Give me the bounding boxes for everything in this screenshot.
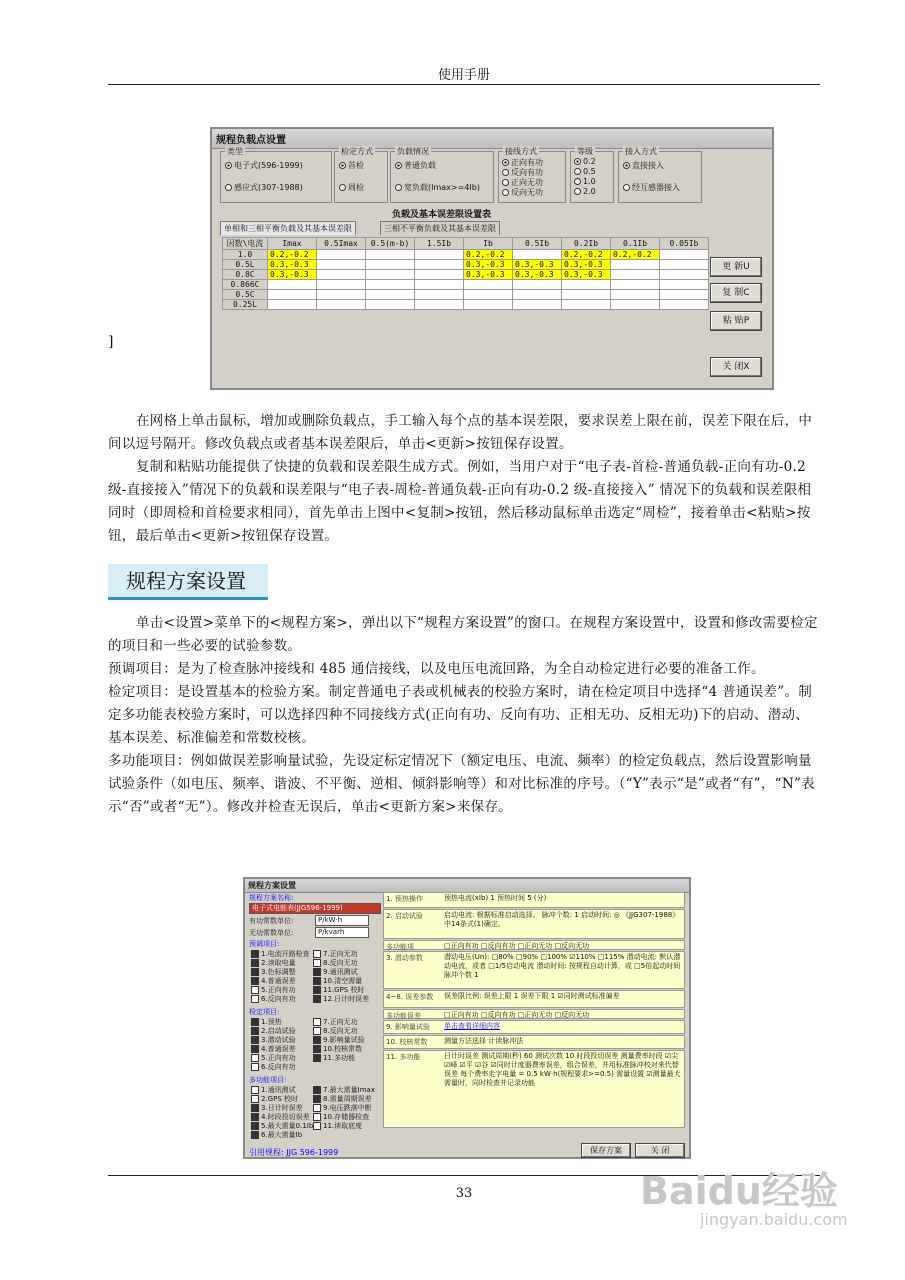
checkbox-label: 10.存储器检查 [323,1113,370,1121]
active-unit-label: 有功常数单位: [249,917,294,925]
checkbox[interactable] [251,1113,259,1121]
wiring-option-4[interactable]: 反向无功 [502,187,543,198]
checkbox[interactable] [313,1018,321,1026]
page-header: 使用手册 [437,68,490,83]
influence-detail-link[interactable]: 单击查看详细内容 [444,1022,500,1030]
checkbox-label: 3.日计时误差 [261,1104,303,1112]
checkbox[interactable] [313,1095,321,1103]
stray-bracket: ] [108,334,114,350]
checkbox[interactable] [313,1104,321,1112]
checkbox-item[interactable] [251,1062,296,1072]
checkbox-label: 9.通讯测试 [323,968,358,976]
grid-cell[interactable] [317,280,366,290]
checkbox-label: 10.校核常数 [323,1045,363,1053]
checkbox-item[interactable] [313,994,369,1004]
checkbox[interactable] [251,968,259,976]
check-method-label: 检定方式 [341,147,373,156]
section-title: 9. 影响量试验 [386,1023,430,1031]
body-text-1 [108,410,820,548]
access-label: 接入方式 [625,147,657,156]
type-option-induction[interactable]: 感应式(307-1988) [225,182,303,193]
section-controls[interactable]: □正向有功 □反向有功 □正向无功 □反向无功 [444,1011,590,1019]
section-heading: 规程方案设置 [108,564,268,600]
checkbox-label: 8.反向无功 [323,959,358,967]
check-method-group [334,147,388,203]
column-header: 0.5(m-b) [366,238,415,250]
checkbox-label: 2.启动试验 [261,1027,296,1035]
grid-cell[interactable] [464,290,513,300]
checkbox-label: 5.最大需量0.1Ib [261,1122,314,1130]
grade-label: 等级 [577,147,593,156]
column-header: Imax [268,238,317,250]
rule-reference: 引用规程: JJG 596-1999 [249,1148,339,1157]
type-group [220,147,332,203]
tab-unbalanced[interactable]: 三相不平衡负载及其基本误差限 [380,221,500,235]
checkbox-label: 6.最大需量Ib [261,1131,303,1139]
load-point-dialog [210,127,774,390]
grade-option-1[interactable]: 0.2 [574,157,596,166]
checkbox-label: 10.清空需量 [323,977,363,985]
parameter-section [383,1035,685,1049]
grid-cell[interactable] [513,300,562,310]
row-header: 0.5C [223,290,268,300]
checkbox[interactable] [313,968,321,976]
grid-cell[interactable]: 0.3,-0.3 [464,270,513,280]
update-button[interactable]: 更 新U [710,257,762,277]
checkbox[interactable] [251,1095,259,1103]
section-controls[interactable]: 启动电流: 根据标准启动选择。 脉冲个数: 1 启动时间: ◎ 《JJG307-1988》中14条式(1)确定。 [444,911,680,928]
check-option-first[interactable]: 首检 [339,160,364,171]
load-grid[interactable] [222,237,709,310]
row-header: 0.25L [223,300,268,310]
grid-cell[interactable]: 0.3,-0.3 [464,260,513,270]
table-title: 负载及基本误差限设置表 [392,210,492,220]
parameter-section [383,1050,685,1128]
grid-cell[interactable]: 0.2,-0.2 [268,250,317,260]
grid-cell[interactable] [366,290,415,300]
grid-cell[interactable] [611,260,660,270]
checkbox[interactable] [313,986,321,994]
section-title: 11. 多功能 [386,1053,421,1061]
section-controls[interactable]: 日计时误差 测试周期(秒) 60 测试次数 10 时段投切误差 测量费率时段 ☑尖 ☑峰 ☑平 ☑谷 ☑同时计度器费率误差，组合误差，并用标准脉冲校对来代替误差 每个费率走字电量 = 0.5 kW·h(规程要求>=0.5) 需量设置 ☑测量最大需量时，同时检查并记录功能 [444,1052,681,1087]
type-group-label: 类型 [227,147,243,156]
checkbox[interactable] [251,977,259,985]
table-row [223,300,709,310]
grid-cell[interactable] [415,300,464,310]
checkbox-label: 11.GPS 校时 [323,986,365,994]
grid-cell[interactable] [660,260,709,270]
column-header: 0.05Ib [660,238,709,250]
grid-cell[interactable]: 0.3,-0.3 [268,270,317,280]
column-header: 0.1Ib [611,238,660,250]
grid-cell[interactable] [464,300,513,310]
grid-cell[interactable] [611,300,660,310]
close-scheme-button[interactable]: 关 闭 [635,1143,685,1158]
grid-cell[interactable] [415,250,464,260]
checkbox-label: 6.反向有功 [261,995,296,1003]
grid-cell[interactable] [660,290,709,300]
grid-cell[interactable] [562,280,611,290]
scheme-name-label: 规程方案名称: [249,894,294,902]
checkbox[interactable] [251,959,259,967]
grade-group [570,147,614,203]
grid-cell[interactable]: 0.2,-0.2 [562,250,611,260]
checkbox[interactable] [251,1018,259,1026]
paragraph: 单击<设置>菜单下的<规程方案>，弹出以下“规程方案设置”的窗口。在规程方案设置中，设置和修改需要检定的项目和一些必要的试验参数。 [108,615,818,654]
paragraph: 检定项目：是设置基本的检验方案。制定普通电子表或机械表的校验方案时，请在检定项目中选择“4 普通误差”。制定多功能表校验方案时，可以选择四种不同接线方式(正向有功、反向有功、正相无功、反相无功)下的启动、潜动、基本误差、标准偏差和常数校核。 [108,684,813,746]
table-row [223,270,709,280]
active-unit-select[interactable]: P/kW·h [315,915,369,926]
checkbox[interactable] [251,1131,259,1139]
checkbox-label: 6.反向有功 [261,1063,296,1071]
table-row [223,280,709,290]
checkbox-item[interactable] [313,1053,355,1063]
column-header: 0.5Imax [317,238,366,250]
scheme-parameters [383,892,685,1140]
load-condition-group [390,147,494,203]
checkbox-label: 9.电压跌落中断 [323,1104,372,1112]
grid-cell[interactable]: 0.3,-0.3 [268,260,317,270]
reactive-unit-select[interactable]: P/kvarh [315,927,369,938]
checkbox[interactable] [251,950,259,958]
parameter-section [383,892,685,908]
checkbox-label: 9.影响量试验 [323,1036,365,1044]
checkbox-label: 1.电流开路检查 [261,950,310,958]
grid-cell[interactable] [268,290,317,300]
grid-cell[interactable] [366,250,415,260]
grid-cell[interactable] [660,250,709,260]
load-option-wide[interactable]: 宽负载(Imax>=4Ib) [395,182,480,193]
type-option-electronic[interactable]: 电子式(596-1999) [225,160,303,171]
checkbox-label: 3.色标调整 [261,968,296,976]
checkbox-label: 5.正向有功 [261,986,296,994]
parameter-section [383,1020,685,1034]
checkbox[interactable] [313,995,321,1003]
tab-balanced[interactable]: 单相和三相平衡负载及其基本误差限 [220,221,356,235]
load-condition-label: 负载情况 [397,147,429,156]
checkbox-label: 3.潜动试验 [261,1036,296,1044]
wiring-label: 接线方式 [505,147,537,156]
grid-cell[interactable] [513,290,562,300]
checkbox-label: 12.日计时误差 [323,995,370,1003]
grid-cell[interactable] [660,280,709,290]
paragraph: 在网格上单击鼠标，增加或删除负载点，手工输入每个点的基本误差限，要求误差上限在前，误差下限在后，中间以逗号隔开。修改负载点或者基本误差限后，单击<更新>按钮保存设置。 [108,413,813,452]
parameter-section [383,909,685,939]
grid-cell[interactable] [415,280,464,290]
parameter-section [383,951,685,989]
paragraph: 多功能项目：例如做误差影响量试验，先设定标定情况下（额定电压、电流、频率）的检定负载点，然后设置影响量试验条件（如电压、频率、谐波、不平衡、逆相、倾斜影响等）和对比标准的序号。（“Y”表示“是”或者“有”，“N”表示“否”或者“无”）。修改并检查无误后，单击<更新方案>来保存。 [108,753,815,815]
access-group [618,147,702,203]
grid-cell[interactable] [660,300,709,310]
checkbox-label: 7.正向无功 [323,950,358,958]
grid-cell[interactable] [660,270,709,280]
checkbox-label: 1.通讯测试 [261,1086,296,1094]
checkbox[interactable] [251,1027,259,1035]
grid-cell[interactable]: 0.2,-0.2 [464,250,513,260]
grid-cell[interactable]: 0.3,-0.3 [513,270,562,280]
table-row [223,250,709,260]
load-option-normal[interactable]: 普通负载 [395,160,436,171]
checkbox[interactable] [313,1086,321,1094]
checkbox-label: 11.多功能 [323,1054,356,1062]
checkbox-label: 8.需量周期误差 [323,1095,372,1103]
checkbox[interactable] [313,950,321,958]
table-row [223,290,709,300]
parameter-section [383,990,685,1008]
paste-button[interactable]: 粘 贴P [710,311,762,331]
grid-cell[interactable] [611,270,660,280]
section-controls[interactable]: □正向有功 □反向有功 □正向无功 □反向无功 [444,942,590,950]
checkbox[interactable] [313,1027,321,1035]
grid-cell[interactable] [415,290,464,300]
grid-cell[interactable]: 0.2,-0.2 [611,250,660,260]
checkbox[interactable] [251,1054,259,1062]
checkbox[interactable] [251,1036,259,1044]
checkbox-label: 2.GPS 校时 [261,1095,298,1103]
table-row [223,260,709,270]
section-title: 4~8. 误差参数 [386,993,434,1001]
grid-cell[interactable]: 0.3,-0.3 [562,260,611,270]
grid-cell[interactable] [317,250,366,260]
grid-cell[interactable] [415,260,464,270]
check-option-periodic[interactable]: 周检 [339,182,364,193]
column-header: Ib [464,238,513,250]
checkbox-label: 4.普通误差 [261,1045,296,1053]
grid-cell[interactable] [268,280,317,290]
grid-cell[interactable] [366,280,415,290]
checkbox[interactable] [313,1113,321,1121]
scheme-dialog [243,877,691,1159]
column-header: 0.2Ib [562,238,611,250]
copy-button[interactable]: 复 制C [710,283,762,303]
checkbox[interactable] [251,1063,259,1071]
checkbox[interactable] [251,1045,259,1053]
checkbox[interactable] [313,1045,321,1053]
grid-cell[interactable] [611,290,660,300]
pre-items-title: 预调项目: [249,940,280,948]
checkbox[interactable] [251,1122,259,1130]
checkbox-item[interactable] [251,994,296,1004]
wiring-group [498,147,566,203]
grid-cell[interactable]: 0.3,-0.3 [562,270,611,280]
section-title: 1. 预热操作 [386,895,423,903]
row-header: 0.866C [223,280,268,290]
grid-cell[interactable] [317,290,366,300]
section-title: 10. 校核常数 [386,1038,428,1046]
access-option-transformer[interactable]: 经互感器接入 [623,182,680,193]
row-header: 0.8C [223,270,268,280]
access-option-direct[interactable]: 直接接入 [623,160,664,171]
grid-cell[interactable] [415,270,464,280]
check-items-title: 检定项目: [249,1008,280,1016]
grid-cell[interactable] [562,290,611,300]
checkbox[interactable] [313,959,321,967]
section-controls[interactable]: 预热电流(xIb) 1 预热时间 5 (分) [444,894,547,902]
paragraph: 预调项目：是为了检查脉冲接线和 485 通信接线，以及电压电流回路，为全自动检定进行必要的准备工作。 [108,661,765,677]
grid-cell[interactable] [513,280,562,290]
grid-cell[interactable] [268,300,317,310]
checkbox-label: 8.反向无功 [323,1027,358,1035]
section-controls[interactable]: 潜动电压(Un): □80% □90% □100% ☑110% □115% 潜动电流: 默认潜动电流，或者 □1/5启动电流 潜动时间: 按规程自动计算，或 □5倍起动时间 脉冲个数 1 [444,953,681,979]
body-text-2 [108,612,820,819]
checkbox-label: 5.正向有功 [261,1054,296,1062]
checkbox[interactable] [251,986,259,994]
grid-cell[interactable] [317,300,366,310]
wiring-option-3[interactable]: 正向无功 [502,177,543,188]
watermark-brand: Baidu经验 [640,1169,838,1213]
checkbox-label: 2.读取电量 [261,959,296,967]
grid-cell[interactable] [366,260,415,270]
row-header: 0.5L [223,260,268,270]
reactive-unit-label: 无功常数单位: [249,929,294,937]
grid-cell[interactable] [366,300,415,310]
checkbox[interactable] [251,1086,259,1094]
page-number: 33 [455,1186,473,1201]
grade-option-2[interactable]: 0.5 [574,167,596,176]
column-header: 因数\电流 [223,238,268,250]
grade-option-3[interactable]: 1.0 [574,177,596,186]
grid-cell[interactable]: 0.3,-0.3 [513,260,562,270]
checkbox[interactable] [313,1036,321,1044]
wiring-option-1[interactable]: 正向有功 [502,157,543,168]
grid-cell[interactable] [317,260,366,270]
checkbox-label: 11.读取底度 [323,1122,363,1130]
parameter-section [383,1009,685,1019]
scheme-dialog-title: 规程方案设置 [245,879,689,893]
parameter-section [383,940,685,950]
close-button[interactable]: 关 闭X [710,357,762,377]
checkbox[interactable] [251,995,259,1003]
section-title: 多功能误差 [386,1012,421,1020]
checkbox-item[interactable] [251,1130,302,1140]
paragraph: 复制和粘贴功能提供了快捷的负载和误差限生成方式。例如，当用户对于“电子表-首检-普通负载-正向有功-0.2 级-直接接入”情况下的负载和误差限与“电子表-周检-普通负载-正向有功-0.2 级-直接接入” 情况下的负载和误差限相同时（即周检和首检要求相同），首先单击上图中<复制>按钮，然后移动鼠标单击选定“周检”，接着单击<粘贴>按钮，最后单击<更新>按钮保存设置。 [108,459,812,544]
checkbox-label: 4.普通误差 [261,977,296,985]
wiring-option-2[interactable]: 反向有功 [502,167,543,178]
checkbox[interactable] [313,1054,321,1062]
checkbox[interactable] [313,1122,321,1130]
save-scheme-button[interactable]: 保存方案 [581,1143,631,1158]
checkbox-label: 7.正向无功 [323,1018,358,1026]
section-title: 2. 启动试验 [386,912,423,920]
checkbox-label: 7.最大需量Imax [323,1086,375,1094]
checkbox[interactable] [313,977,321,985]
section-title: 多功能项 [386,943,414,951]
section-controls[interactable]: 测量方法选择 计读脉冲法 [444,1037,524,1045]
grid-cell[interactable] [513,250,562,260]
grid-cell[interactable] [611,280,660,290]
load-point-dialog-title: 规程负载点设置 [212,129,772,149]
grid-cell[interactable] [562,300,611,310]
grid-cell[interactable] [464,280,513,290]
column-header: 0.5Ib [513,238,562,250]
grid-cell[interactable] [317,270,366,280]
multi-items-title: 多功能项目: [249,1076,287,1084]
checkbox-item[interactable] [313,1121,362,1131]
grid-cell[interactable] [366,270,415,280]
checkbox-label: 1.预热 [261,1018,282,1026]
row-header: 1.0 [223,250,268,260]
column-header: 1.5Ib [415,238,464,250]
watermark-url: jingyan.baidu.com [700,1210,848,1229]
grade-option-4[interactable]: 2.0 [574,187,596,196]
checkbox-label: 4.时段投切误差 [261,1113,310,1121]
header-rule [108,84,820,85]
section-title: 3. 潜动参数 [386,954,423,962]
checkbox[interactable] [251,1104,259,1112]
scheme-name-select[interactable]: 电子式电能表(JJG596-1999) [249,903,381,914]
section-controls[interactable]: 误差限比例: 误差上限 1 误差下限 1 ☑同时测试标准偏差 [444,992,620,1000]
